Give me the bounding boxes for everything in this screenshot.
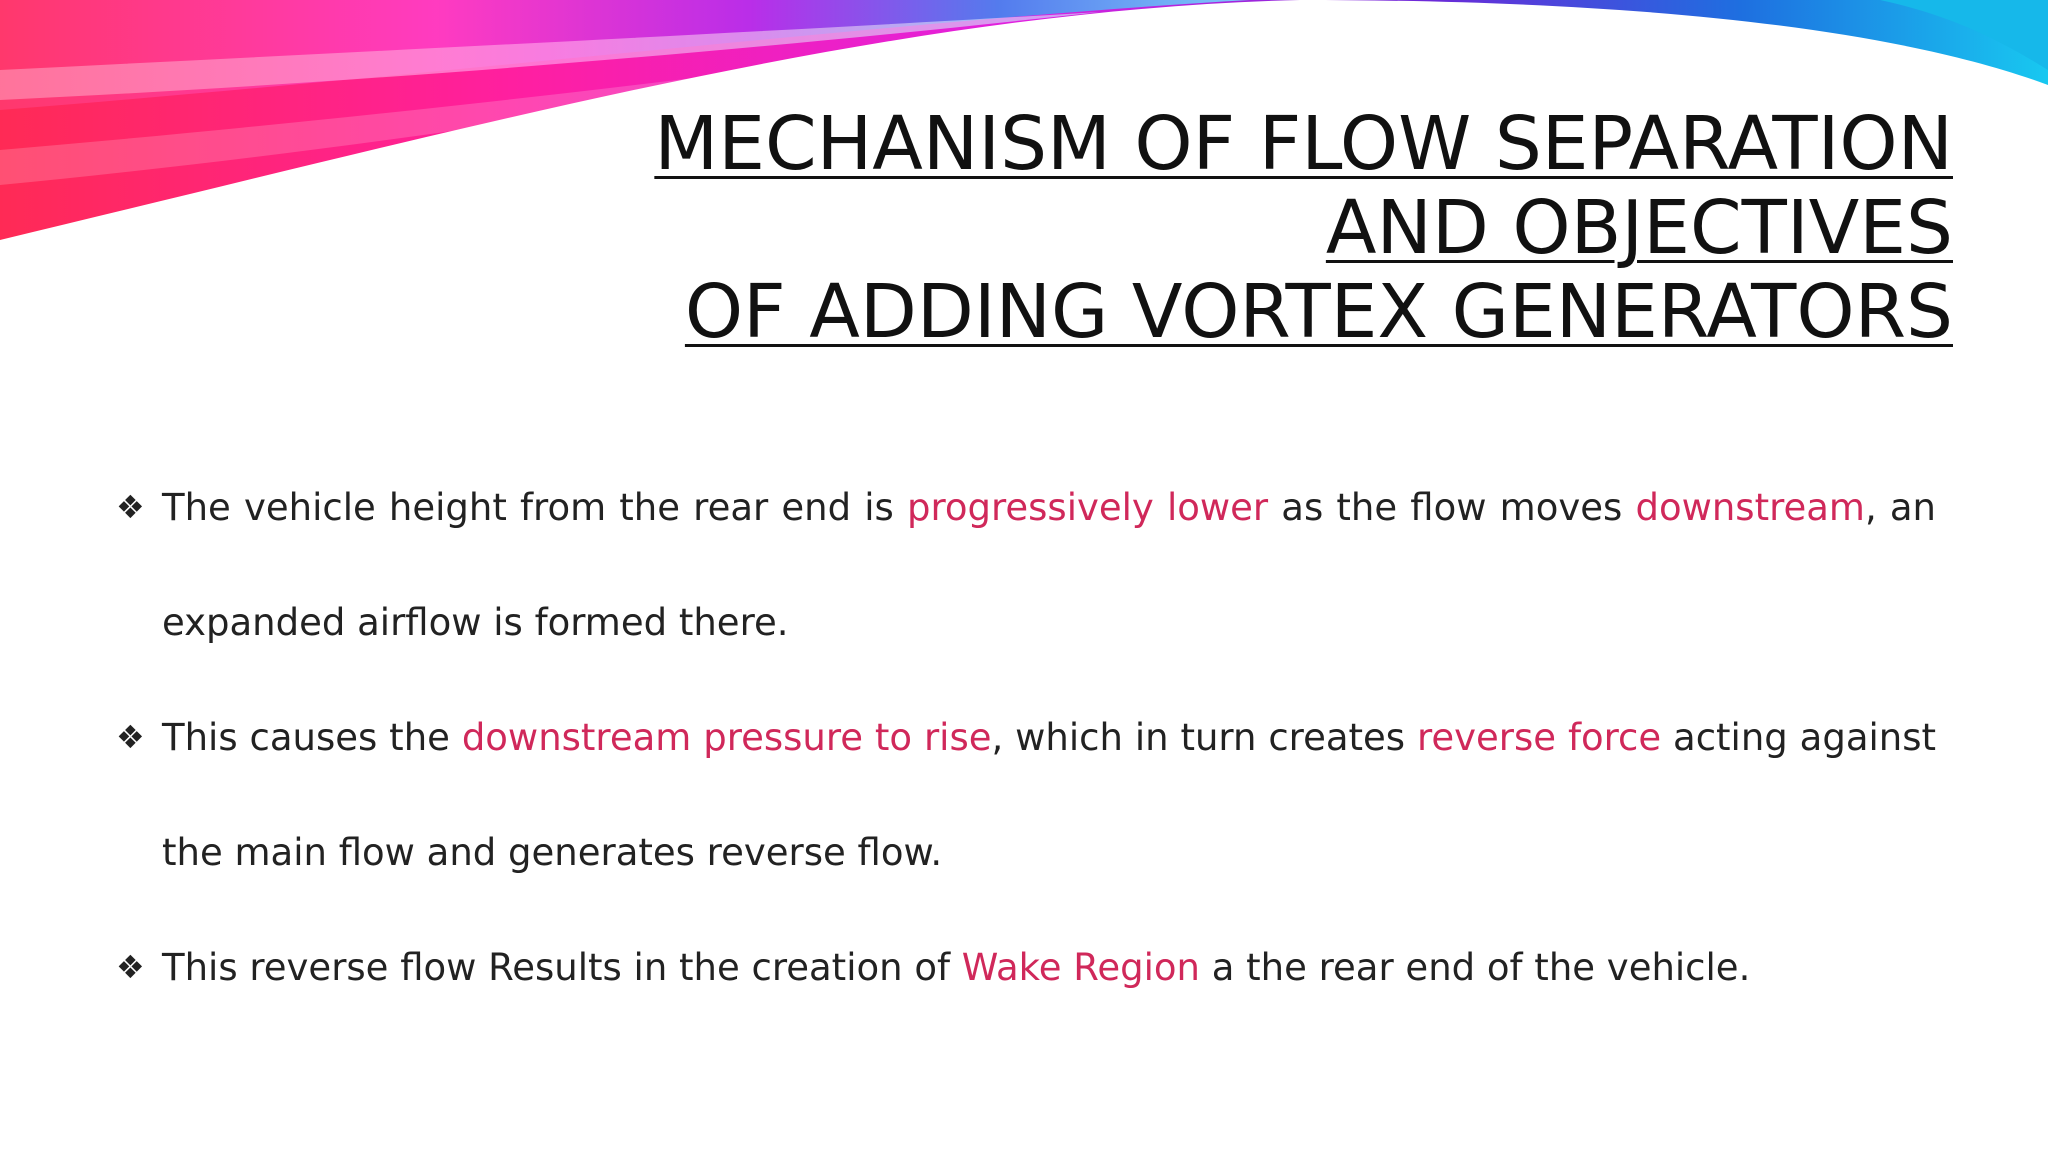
bullet-item (116, 450, 1936, 680)
bullet-text: a the rear end of the vehicle. (1199, 946, 1751, 989)
highlight-text: reverse force (1416, 716, 1662, 759)
bullet-text: acting against the main flow and generates reverse flow. (162, 716, 1937, 874)
diamond-bullet-icon: ❖ (116, 948, 145, 986)
slide-title (453, 102, 1953, 354)
highlight-text: downstream (1635, 486, 1865, 529)
diamond-bullet-icon: ❖ (116, 488, 145, 526)
highlight-text: downstream pressure to rise (461, 716, 992, 759)
bullet-list (116, 450, 1936, 1025)
highlight-text: Wake Region (961, 946, 1200, 989)
bullet-text: , which in turn creates (991, 716, 1417, 759)
bullet-text: This reverse flow Results in the creation of (162, 946, 962, 989)
title-line-2: AND OBJECTIVES (1325, 185, 1953, 271)
highlight-text: progressively lower (906, 486, 1269, 529)
bullet-text: as the flow moves (1268, 486, 1636, 529)
title-line-1: MECHANISM OF FLOW SEPARATION (654, 101, 1953, 187)
title-line-3: OF ADDING VORTEX GENERATORS (684, 269, 1953, 355)
bullet-item (116, 680, 1936, 910)
bullet-item (116, 910, 1936, 1025)
bullet-text: This causes the (162, 716, 462, 759)
diamond-bullet-icon: ❖ (116, 718, 145, 756)
bullet-text: , an expanded airflow is formed there. (162, 486, 1937, 644)
bullet-text: The vehicle height from the rear end is (162, 486, 907, 529)
